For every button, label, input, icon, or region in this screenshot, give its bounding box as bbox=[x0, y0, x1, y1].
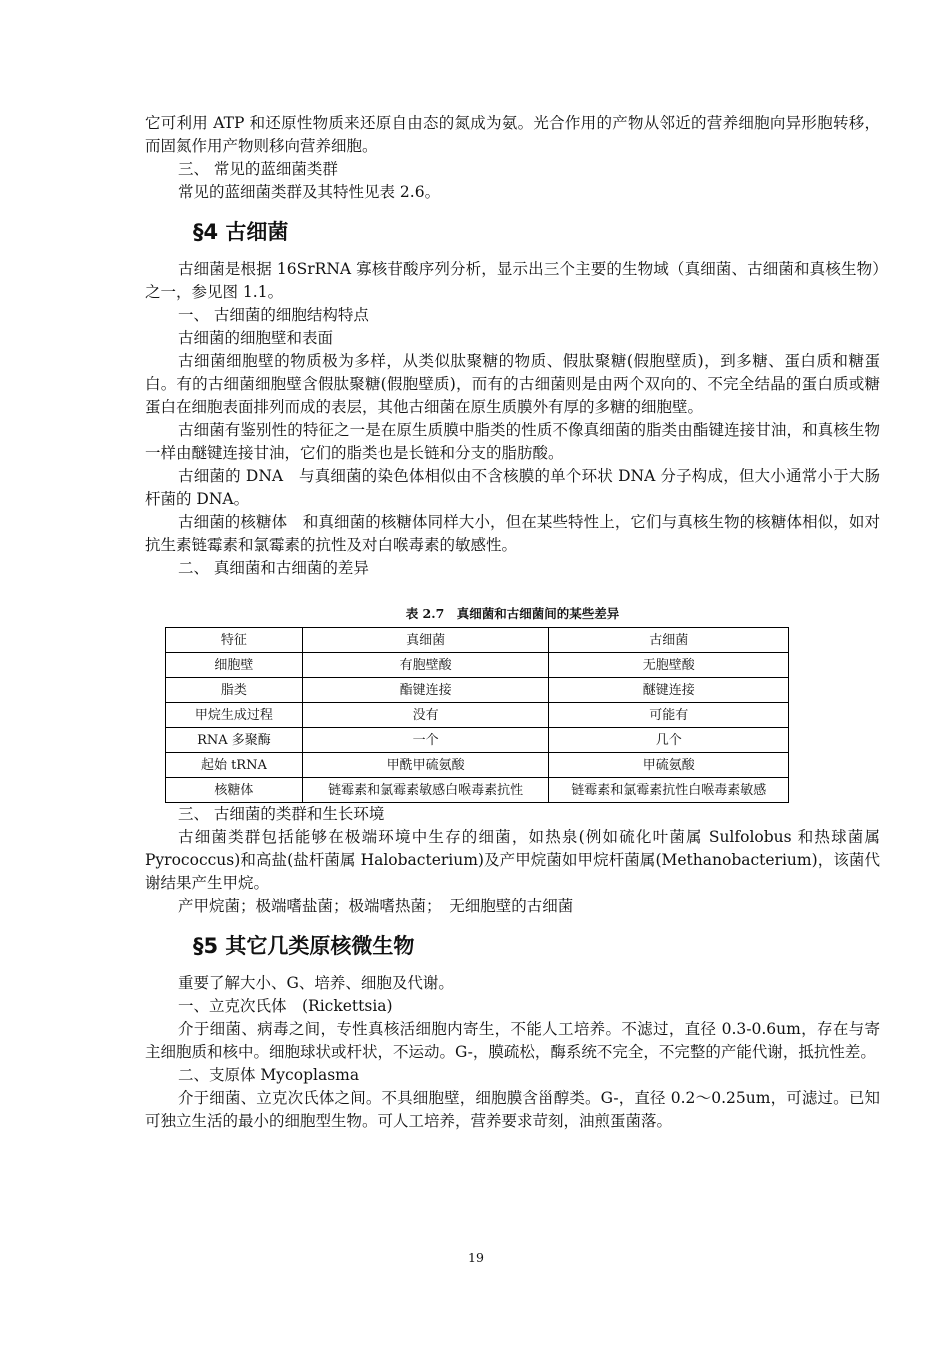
table-header-cell: 真细菌 bbox=[302, 628, 549, 653]
page-number: 19 bbox=[468, 1250, 484, 1265]
paragraph-lipids: 古细菌有鉴别性的特征之一是在原生质膜中脂类的性质不像真细菌的脂类由酯键连接甘油，和真核生物一样由醚键连接甘油，它们的脂类也是长链和分支的脂肪酸。 bbox=[145, 421, 880, 462]
paragraph-atp-nitrogen: 它可利用 ATP 和还原性物质来还原自由态的氮成为氨。光合作用的产物从邻近的营养细胞向异形胞转移，而固氮作用产物则移向营养细胞。 bbox=[145, 114, 880, 155]
subheading-cell-structure: 一、 古细菌的细胞结构特点 bbox=[178, 306, 369, 324]
paragraph-mycoplasma: 介于细菌、立克次氏体之间。不具细胞壁，细胞膜含甾醇类。G-，直径 0.2～0.25um，可滤过。已知可独立生活的最小的细胞型生物。可人工培养，营养要求苛刻，油煎蛋菌落。 bbox=[145, 1089, 880, 1130]
table-cell: 甲酰甲硫氨酸 bbox=[302, 753, 549, 778]
section-4-title: §4 古细菌 bbox=[193, 220, 289, 244]
table-cell: 甲烷生成过程 bbox=[166, 703, 303, 728]
table-cell: 几个 bbox=[549, 728, 789, 753]
table-header-cell: 古细菌 bbox=[549, 628, 789, 653]
table-row bbox=[166, 653, 789, 678]
paragraph-ribosome: 古细菌的核糖体 和真细菌的核糖体同样大小，但在某些特性上，它们与真核生物的核糖体相似，如对抗生素链霉素和氯霉素的抗性及对白喉毒素的敏感性。 bbox=[145, 513, 880, 554]
subheading-mycoplasma: 二、支原体 Mycoplasma bbox=[178, 1066, 360, 1084]
table-cell: 有胞壁酸 bbox=[302, 653, 549, 678]
table-cell: 甲硫氨酸 bbox=[549, 753, 789, 778]
table-cell: 醚键连接 bbox=[549, 678, 789, 703]
table-cell: 酯键连接 bbox=[302, 678, 549, 703]
paragraph-dna: 古细菌的 DNA 与真细菌的染色体相似由不含核膜的单个环状 DNA 分子构成，但大小通常小于大肠杆菌的 DNA。 bbox=[145, 467, 880, 508]
paragraph-rickettsia: 介于细菌、病毒之间，专性真核活细胞内寄生，不能人工培养。不滤过，直径 0.3-0.6um，存在与寄主细胞质和核中。细胞球状或杆状，不运动。G-，膜疏松，酶系统不完全，不完整的产能代谢，抵抗性差。 bbox=[145, 1020, 880, 1061]
table-cell: 起始 tRNA bbox=[166, 753, 303, 778]
subheading-cell-wall-surface: 古细菌的细胞壁和表面 bbox=[178, 329, 334, 347]
table-caption: 表 2.7 真细菌和古细菌间的某些差异 bbox=[405, 606, 620, 621]
table-row bbox=[166, 728, 789, 753]
table-cell: 可能有 bbox=[549, 703, 789, 728]
paragraph-archaea-intro: 古细菌是根据 16SrRNA 寡核苷酸序列分析，显示出三个主要的生物域（真细菌、古细菌和真核生物）之一，参见图 1.1。 bbox=[145, 260, 880, 301]
paragraph-archaea-types: 产甲烷菌；极端嗜盐菌；极端嗜热菌； 无细胞壁的古细菌 bbox=[178, 897, 574, 915]
table-header-cell: 特征 bbox=[166, 628, 303, 653]
table-row bbox=[166, 753, 789, 778]
subheading-rickettsia: 一、立克次氏体 (Rickettsia) bbox=[178, 997, 393, 1015]
section-5-title: §5 其它几类原核微生物 bbox=[193, 934, 415, 958]
subheading-groups-environment: 三、 古细菌的类群和生长环境 bbox=[178, 805, 385, 823]
table-cell: 链霉素和氯霉素敏感白喉毒素抗性 bbox=[302, 778, 549, 803]
comparison-table bbox=[165, 627, 789, 803]
page-content bbox=[145, 112, 880, 1133]
table-cell: 没有 bbox=[302, 703, 549, 728]
paragraph-table-2-6-reference: 常见的蓝细菌类群及其特性见表 2.6。 bbox=[178, 183, 441, 201]
table-cell: 无胞壁酸 bbox=[549, 653, 789, 678]
paragraph-key-points: 重要了解大小、G、培养、细胞及代谢。 bbox=[178, 974, 454, 992]
subheading-differences: 二、 真细菌和古细菌的差异 bbox=[178, 559, 369, 577]
table-cell: 脂类 bbox=[166, 678, 303, 703]
table-cell: 链霉素和氯霉素抗性白喉毒素敏感 bbox=[549, 778, 789, 803]
paragraph-cell-wall: 古细菌细胞壁的物质极为多样，从类似肽聚糖的物质、假肽聚糖(假胞壁质)，到多糖、蛋白质和糖蛋白。有的古细菌细胞壁含假肽聚糖(假胞壁质)，而有的古细菌则是由两个双向的、不完全结晶的蛋白质或糖蛋白在细胞表面排列而成的表层，其他古细菌在原生质膜外有厚的多糖的细胞壁。 bbox=[145, 352, 880, 416]
table-cell: 一个 bbox=[302, 728, 549, 753]
table-row bbox=[166, 678, 789, 703]
paragraph-archaea-groups: 古细菌类群包括能够在极端环境中生存的细菌，如热泉(例如硫化叶菌属 Sulfolobus 和热球菌属 Pyrococcus)和高盐(盐杆菌属 Halobacterium)及产甲烷菌如甲烷杆菌属(Methanobacterium)，该菌代谢结果产生甲烷。 bbox=[145, 828, 880, 892]
table-header-row bbox=[166, 628, 789, 653]
table-row bbox=[166, 703, 789, 728]
table-cell: 细胞壁 bbox=[166, 653, 303, 678]
table-row bbox=[166, 778, 789, 803]
subheading-common-cyanobacteria: 三、 常见的蓝细菌类群 bbox=[178, 160, 338, 178]
table-cell: 核糖体 bbox=[166, 778, 303, 803]
table-cell: RNA 多聚酶 bbox=[166, 728, 303, 753]
